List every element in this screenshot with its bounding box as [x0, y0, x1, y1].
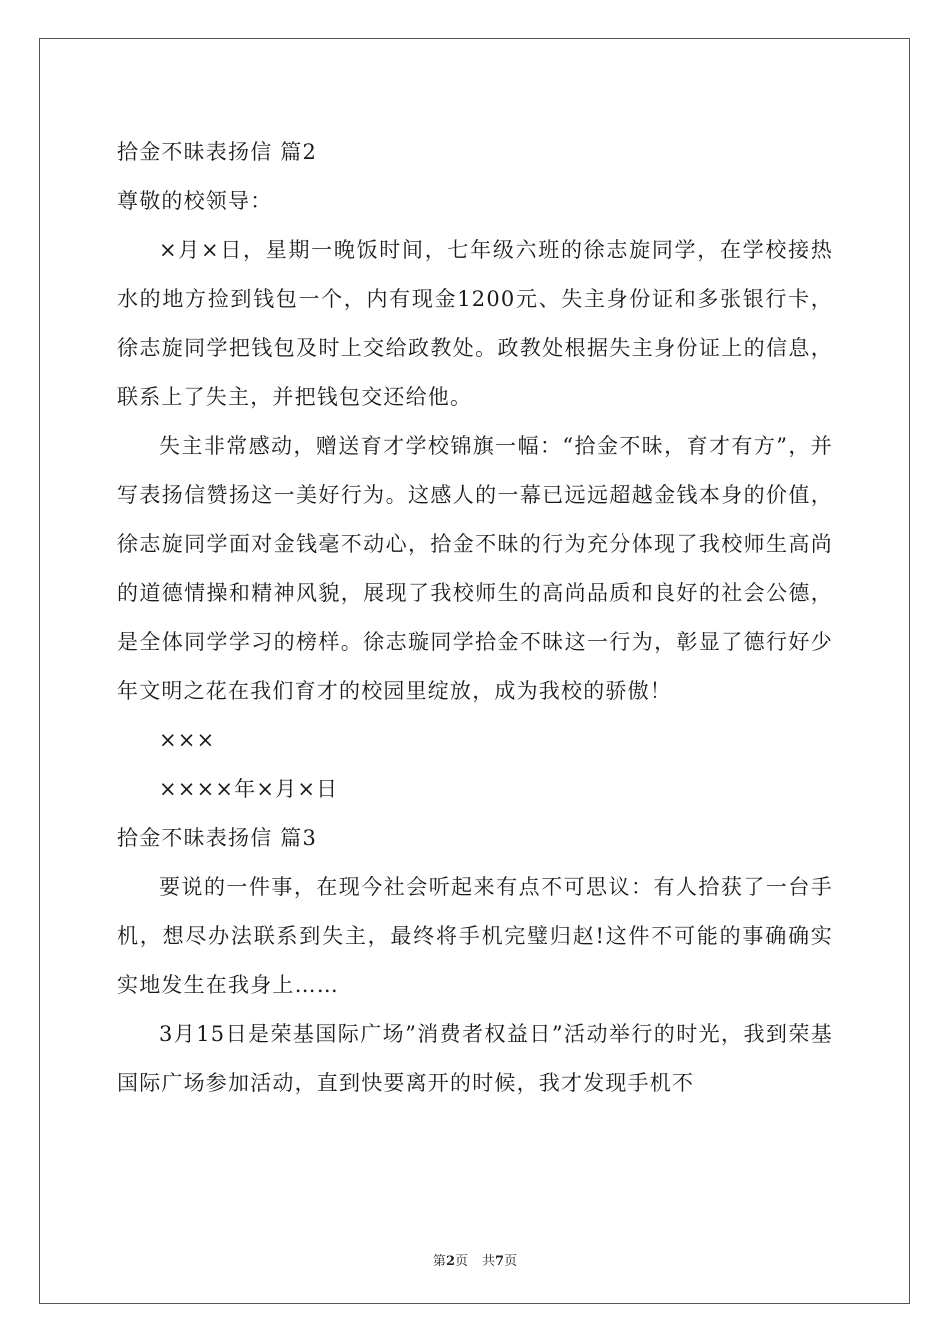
paragraph: 失主非常感动，赠送育才学校锦旗一幅：“拾金不昧，育才有方”，并写表扬信赞扬这一美好行为。这感人的一幕已远远超越金钱本身的价值，徐志旋同学面对金钱毫不动心，拾金不昧的行为充分体现了我校师生高尚的道德情操和精神风貌，展现了我校师生的高尚品质和良好的社会公德，是全体同学学习的榜样。徐志璇同学拾金不昧这一行为，彰显了德行好少年文明之花在我们育才的校园里绽放，成为我校的骄傲！ [117, 434, 833, 703]
paragraph: 3月15日是荣基国际广场”消费者权益日”活动举行的时光，我到荣基国际广场参加活动，直到快要离开的时候，我才发现手机不 [117, 1022, 833, 1095]
section-heading: 拾金不昧表扬信 篇3 [117, 826, 318, 850]
paragraph: 要说的一件事，在现今社会听起来有点不可思议：有人拾获了一台手机，想尽办法联系到失主，最终将手机完璧归赵!这件不可能的事确确实实地发生在我身上…… [117, 875, 833, 997]
signature: ××× [159, 728, 216, 752]
document-body [117, 128, 833, 1108]
page-suffix: 页 [454, 1254, 468, 1269]
letter-date: ××××年×月×日 [159, 777, 339, 801]
section-heading: 拾金不昧表扬信 篇2 [117, 140, 318, 164]
total-prefix: 共 [482, 1254, 496, 1269]
total-pages: 7 [495, 1254, 505, 1269]
page-number: 2 [445, 1254, 455, 1269]
page-footer [0, 1250, 950, 1269]
paragraph: ×月×日，星期一晚饭时间，七年级六班的徐志旋同学，在学校接热水的地方捡到钱包一个，内有现金1200元、失主身份证和多张银行卡，徐志旋同学把钱包及时上交给政教处。政教处根据失主身份证上的信息，联系上了失主，并把钱包交还给他。 [117, 238, 833, 409]
total-suffix: 页 [504, 1254, 518, 1269]
page-prefix: 第 [432, 1254, 446, 1269]
salutation: 尊敬的校领导： [117, 189, 273, 213]
